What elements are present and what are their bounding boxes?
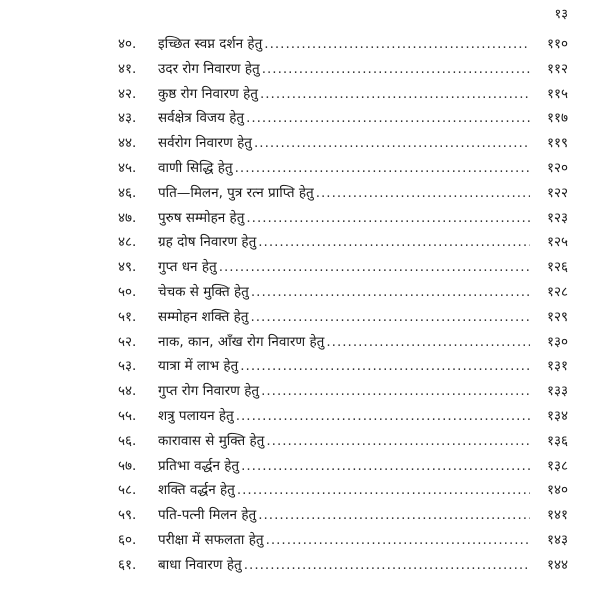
dot-leader bbox=[260, 82, 530, 107]
entry-number: ५०. bbox=[118, 283, 137, 300]
toc-entry bbox=[118, 354, 568, 379]
toc-entry bbox=[118, 528, 568, 553]
toc-entry bbox=[118, 379, 568, 404]
entry-number: ६०. bbox=[118, 531, 137, 548]
toc-entry bbox=[118, 553, 568, 578]
entry-number: ४४. bbox=[118, 135, 137, 152]
entry-page-number: १४४ bbox=[546, 556, 568, 573]
dot-leader bbox=[244, 553, 530, 578]
entry-title: उदर रोग निवारण हेतु bbox=[158, 60, 260, 77]
dot-leader bbox=[254, 131, 530, 156]
entry-title: पुरुष सम्मोहन हेतु bbox=[158, 209, 245, 226]
toc-entry bbox=[118, 280, 568, 305]
dot-leader bbox=[235, 156, 530, 181]
entry-page-number: ११९ bbox=[546, 135, 568, 152]
dot-leader bbox=[240, 354, 530, 379]
entry-number: ४७. bbox=[118, 209, 137, 226]
entry-title: सम्मोहन शक्ति हेतु bbox=[158, 308, 249, 325]
toc-entry bbox=[118, 57, 568, 82]
entry-number: ६१. bbox=[118, 556, 137, 573]
entry-title: वाणी सिद्धि हेतु bbox=[158, 159, 233, 176]
dot-leader bbox=[266, 528, 530, 553]
dot-leader bbox=[241, 454, 530, 479]
entry-title: परीक्षा में सफलता हेतु bbox=[158, 531, 264, 548]
entry-title: शक्ति वर्द्धन हेतु bbox=[158, 482, 235, 499]
entry-page-number: ११२ bbox=[546, 60, 568, 77]
entry-number: ५९. bbox=[118, 507, 137, 524]
table-of-contents bbox=[118, 32, 568, 578]
entry-number: ४१. bbox=[118, 60, 137, 77]
entry-page-number: १४१ bbox=[546, 507, 568, 524]
toc-entry bbox=[118, 478, 568, 503]
toc-entry bbox=[118, 255, 568, 280]
entry-page-number: १३४ bbox=[546, 407, 568, 424]
entry-title: नाक, कान, आँख रोग निवारण हेतु bbox=[158, 333, 325, 350]
dot-leader bbox=[219, 255, 530, 280]
entry-number: ४८. bbox=[118, 234, 137, 251]
entry-title: गुप्त रोग निवारण हेतु bbox=[158, 383, 260, 400]
dot-leader bbox=[264, 32, 530, 57]
entry-number: ५५. bbox=[118, 407, 137, 424]
entry-title: सर्वक्षेत्र विजय हेतु bbox=[158, 110, 245, 127]
toc-entry bbox=[118, 82, 568, 107]
entry-number: ५३. bbox=[118, 358, 137, 375]
page-number: १३ bbox=[554, 7, 568, 22]
toc-entry bbox=[118, 305, 568, 330]
toc-entry bbox=[118, 404, 568, 429]
entry-page-number: १२२ bbox=[546, 184, 568, 201]
toc-entry bbox=[118, 32, 568, 57]
entry-page-number: १२३ bbox=[546, 209, 568, 226]
dot-leader bbox=[246, 206, 530, 231]
book-page bbox=[118, 0, 588, 600]
toc-entry bbox=[118, 206, 568, 231]
entry-page-number: १२५ bbox=[546, 234, 568, 251]
dot-leader bbox=[236, 404, 530, 429]
toc-entry bbox=[118, 156, 568, 181]
toc-entry bbox=[118, 429, 568, 454]
entry-page-number: १३८ bbox=[546, 457, 568, 474]
toc-entry bbox=[118, 503, 568, 528]
dot-leader bbox=[266, 429, 530, 454]
entry-title: पति-पत्नी मिलन हेतु bbox=[158, 507, 257, 524]
entry-page-number: १३० bbox=[546, 333, 568, 350]
entry-title: चेचक से मुक्ति हेतु bbox=[158, 283, 249, 300]
entry-number: ४३. bbox=[118, 110, 137, 127]
entry-number: ५२. bbox=[118, 333, 137, 350]
toc-entry bbox=[118, 330, 568, 355]
entry-number: ४०. bbox=[118, 36, 137, 52]
entry-title: पति—मिलन, पुत्र रत्न प्राप्ति हेतु bbox=[158, 184, 314, 201]
toc-entry bbox=[118, 181, 568, 206]
entry-number: ५६. bbox=[118, 432, 137, 449]
dot-leader bbox=[250, 305, 530, 330]
entry-title: यात्रा में लाभ हेतु bbox=[158, 358, 239, 375]
entry-page-number: १३३ bbox=[546, 383, 568, 400]
toc-entry bbox=[118, 230, 568, 255]
entry-page-number: १२६ bbox=[546, 259, 568, 276]
entry-title: सर्वरोग निवारण हेतु bbox=[158, 135, 252, 152]
entry-title: बाधा निवारण हेतु bbox=[158, 556, 242, 573]
entry-page-number: १४३ bbox=[546, 531, 568, 548]
entry-number: ५७. bbox=[118, 457, 137, 474]
toc-entry bbox=[118, 131, 568, 156]
entry-title: इच्छित स्वप्न दर्शन हेतु bbox=[158, 36, 263, 52]
entry-page-number: ११५ bbox=[546, 85, 568, 102]
entry-number: ४२. bbox=[118, 85, 137, 102]
entry-title: ग्रह दोष निवारण हेतु bbox=[158, 234, 257, 251]
entry-page-number: १३१ bbox=[546, 358, 568, 375]
entry-title: गुप्त धन हेतु bbox=[158, 259, 217, 276]
toc-entry bbox=[118, 454, 568, 479]
entry-page-number: १४० bbox=[546, 482, 568, 499]
entry-number: ४९. bbox=[118, 259, 137, 276]
dot-leader bbox=[316, 181, 530, 206]
entry-number: ४५. bbox=[118, 159, 137, 176]
dot-leader bbox=[261, 379, 530, 404]
entry-page-number: ११० bbox=[546, 36, 568, 52]
entry-page-number: १३६ bbox=[546, 432, 568, 449]
entry-page-number: १२० bbox=[546, 159, 568, 176]
entry-number: ४६. bbox=[118, 184, 137, 201]
dot-leader bbox=[237, 478, 530, 503]
entry-title: कारावास से मुक्ति हेतु bbox=[158, 432, 265, 449]
toc-entry bbox=[118, 106, 568, 131]
entry-title: शत्रु पलायन हेतु bbox=[158, 407, 234, 424]
entry-page-number: ११७ bbox=[546, 110, 568, 127]
entry-number: ५१. bbox=[118, 308, 137, 325]
entry-page-number: १२९ bbox=[546, 308, 568, 325]
entry-page-number: १२८ bbox=[546, 283, 568, 300]
dot-leader bbox=[326, 330, 530, 355]
entry-number: ५८. bbox=[118, 482, 137, 499]
entry-number: ५४. bbox=[118, 383, 137, 400]
entry-title: प्रतिभा वर्द्धन हेतु bbox=[158, 457, 240, 474]
dot-leader bbox=[262, 57, 530, 82]
dot-leader bbox=[246, 106, 530, 131]
dot-leader bbox=[258, 503, 530, 528]
dot-leader bbox=[251, 280, 530, 305]
dot-leader bbox=[258, 230, 530, 255]
entry-title: कुष्ठ रोग निवारण हेतु bbox=[158, 85, 258, 102]
